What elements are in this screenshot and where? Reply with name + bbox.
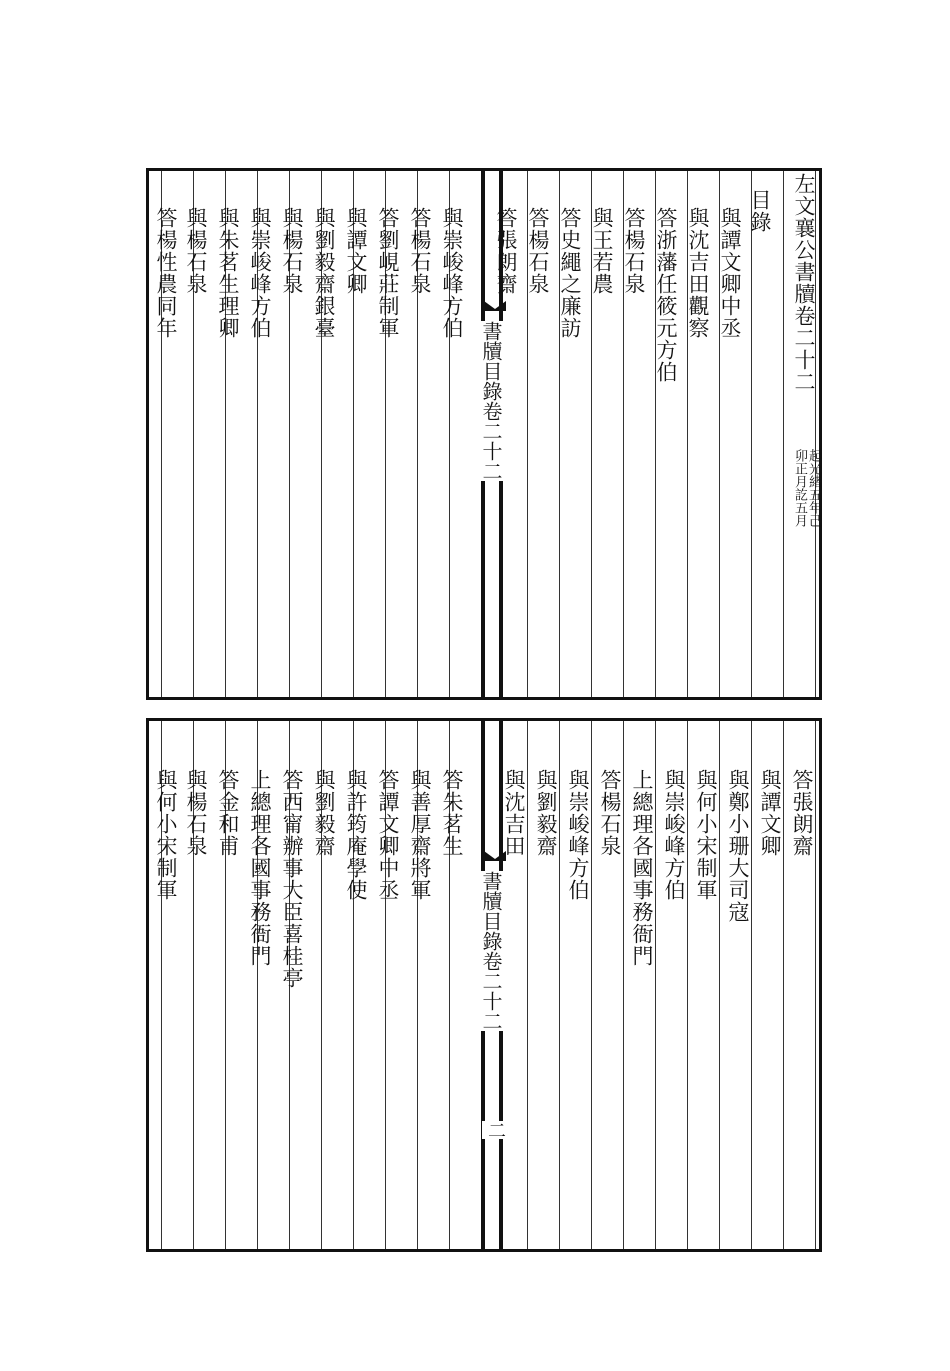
folio-number: 二 (482, 1121, 508, 1139)
toc-entry: 與善厚齋將軍 (408, 769, 432, 901)
toc-entry: 與朱茗生理卿 (216, 207, 240, 339)
toc-entry: 與譚文卿 (344, 207, 368, 295)
toc-entry: 與譚文卿中丞 (718, 207, 742, 339)
toc-entry: 答楊石泉 (526, 207, 550, 295)
center-label-bottom: 書牘目錄卷二十二 (479, 871, 503, 1031)
bottom-page (146, 718, 822, 1252)
column-rule (687, 721, 688, 1249)
toc-entry: 答譚文卿中丞 (376, 769, 400, 901)
column-rule (815, 721, 816, 1249)
toc-entry: 與崇峻峰方伯 (440, 207, 464, 339)
column-rule (559, 721, 560, 1249)
center-label-top: 書牘目錄卷二十二 (479, 321, 503, 481)
column-rule (623, 721, 624, 1249)
toc-entry: 與劉毅齋 (312, 769, 336, 857)
column-rule (591, 721, 592, 1249)
toc-entry: 與何小宋制軍 (694, 769, 718, 901)
toc-entry: 答金和甫 (216, 769, 240, 857)
toc-entry: 上總理各國事務衙門 (630, 769, 654, 967)
toc-entry: 與楊石泉 (280, 207, 304, 295)
column-rule (719, 721, 720, 1249)
toc-entry: 答楊石泉 (408, 207, 432, 295)
date-note-right: 起光緒五年己 (806, 449, 821, 527)
column-rule (783, 171, 784, 697)
toc-entry: 與王若農 (590, 207, 614, 295)
toc-entry: 答楊石泉 (598, 769, 622, 857)
toc-entry: 與沈吉田觀察 (686, 207, 710, 339)
toc-entry: 答楊性農同年 (154, 207, 178, 339)
toc-entry: 與譚文卿 (758, 769, 782, 857)
toc-entry: 答史繩之廉訪 (558, 207, 582, 339)
toc-entry: 答張朗齋 (494, 207, 518, 295)
bottom-page-grid (149, 721, 819, 1249)
mulu-heading: 目錄 (748, 189, 772, 233)
fishtail-mark-top (484, 301, 506, 311)
column-rule (527, 721, 528, 1249)
toc-entry: 與沈吉田 (502, 769, 526, 857)
toc-entry: 與劉毅齋銀臺 (312, 207, 336, 339)
toc-entry: 與崇峻峰方伯 (566, 769, 590, 901)
toc-entry: 答浙藩任筱元方伯 (654, 207, 678, 383)
toc-entry: 與何小宋制軍 (154, 769, 178, 901)
toc-entry: 與鄭小珊大司寇 (726, 769, 750, 923)
toc-entry: 答楊石泉 (622, 207, 646, 295)
toc-entry: 與劉毅齋 (534, 769, 558, 857)
toc-entry: 上總理各國事務衙門 (248, 769, 272, 967)
date-note-left: 卯正月訖五月 (792, 449, 807, 527)
toc-entry: 答西甯辦事大臣喜桂亭 (280, 769, 304, 989)
toc-entry: 答劉峴莊制軍 (376, 207, 400, 339)
column-rule (751, 721, 752, 1249)
toc-entry: 與崇峻峰方伯 (248, 207, 272, 339)
column-rule (655, 721, 656, 1249)
toc-entry: 與楊石泉 (184, 769, 208, 857)
toc-entry: 與許筠庵學使 (344, 769, 368, 901)
toc-entry: 與楊石泉 (184, 207, 208, 295)
column-rule (783, 721, 784, 1249)
book-title: 左文襄公書牘卷二十二 (792, 173, 816, 393)
toc-entry: 答張朗齋 (790, 769, 814, 857)
toc-entry: 答朱茗生 (440, 769, 464, 857)
column-rule (751, 171, 752, 697)
toc-entry: 與崇峻峰方伯 (662, 769, 686, 901)
top-page (146, 168, 822, 700)
top-page-grid (149, 171, 819, 697)
